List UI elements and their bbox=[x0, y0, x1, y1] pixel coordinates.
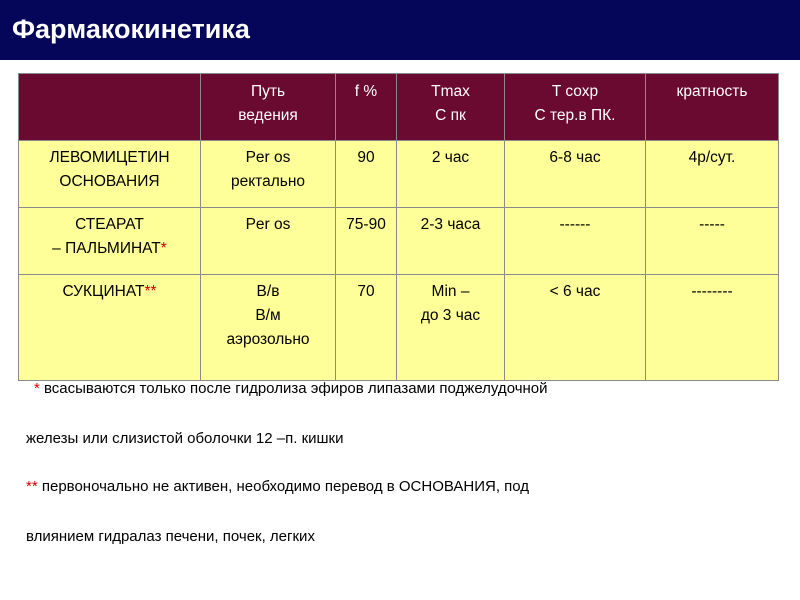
header-text: ведения bbox=[238, 107, 298, 124]
header-cell-frequency bbox=[646, 74, 779, 141]
header-cell-tsohr bbox=[505, 74, 646, 141]
drug-name-line bbox=[21, 237, 198, 261]
header-text: Путь bbox=[250, 83, 286, 100]
footnote-2 bbox=[26, 478, 529, 495]
cell-route bbox=[201, 208, 336, 275]
tmax-value: 2 час bbox=[431, 149, 470, 166]
f-value: 70 bbox=[357, 283, 375, 300]
pharmacokinetics-table bbox=[18, 73, 779, 381]
frequency-value: 4р/сут. bbox=[688, 149, 736, 166]
tmax-value: до 3 час bbox=[420, 307, 481, 324]
cell-f bbox=[336, 208, 397, 275]
f-value: 90 bbox=[357, 149, 375, 166]
drug-name-text: СУКЦИНАТ bbox=[62, 283, 145, 300]
footnote-marker: * bbox=[160, 240, 167, 257]
cell-tsohr bbox=[505, 141, 646, 208]
cell-frequency bbox=[646, 275, 779, 381]
drug-name-line: СТЕАРАТ bbox=[75, 216, 144, 233]
cell-tsohr bbox=[505, 275, 646, 381]
footnote-2-continued: влиянием гидралаз печени, почек, легких bbox=[26, 528, 315, 545]
header-text: T сохр bbox=[551, 83, 599, 100]
footnote-1 bbox=[34, 380, 548, 397]
route-line: ректально bbox=[230, 173, 306, 190]
slide-title: Фармакокинетика bbox=[12, 14, 250, 44]
cell-tmax bbox=[397, 275, 505, 381]
header-text: Tmax bbox=[431, 83, 470, 100]
cell-drug bbox=[19, 208, 201, 275]
drug-name-line bbox=[21, 280, 198, 304]
cell-tsohr bbox=[505, 208, 646, 275]
route-line: В/в bbox=[256, 283, 280, 300]
frequency-value: ----- bbox=[699, 216, 725, 233]
header-text: кратность bbox=[676, 83, 748, 100]
table-row bbox=[19, 141, 779, 208]
header-text: f % bbox=[354, 83, 378, 100]
route-line: Per os bbox=[245, 216, 291, 233]
footnote-1-continued: железы или слизистой оболочки 12 –п. кишки bbox=[26, 430, 344, 447]
table-header-row bbox=[19, 74, 779, 141]
table-row bbox=[19, 275, 779, 381]
header-cell-empty bbox=[19, 74, 201, 141]
cell-f bbox=[336, 141, 397, 208]
footnote-text: первоночально не активен, необходимо перевод в ОСНОВАНИЯ, под bbox=[37, 478, 530, 495]
cell-route bbox=[201, 275, 336, 381]
route-line: В/м bbox=[255, 307, 281, 324]
table-row bbox=[19, 208, 779, 275]
route-line: Per os bbox=[245, 149, 291, 166]
cell-tmax bbox=[397, 208, 505, 275]
route-line: аэрозольно bbox=[226, 331, 310, 348]
tsohr-value: < 6 час bbox=[549, 283, 601, 300]
footnote-marker: * bbox=[34, 380, 40, 397]
header-cell-tmax bbox=[397, 74, 505, 141]
drug-name-line: ОСНОВАНИЯ bbox=[59, 173, 160, 190]
tsohr-value: 6-8 час bbox=[549, 149, 601, 166]
header-text: C тер.в ПК. bbox=[534, 107, 616, 124]
cell-drug bbox=[19, 275, 201, 381]
tsohr-value: ------ bbox=[559, 216, 591, 233]
cell-route bbox=[201, 141, 336, 208]
footnote-text: всасываются только после гидролиза эфиров липазами поджелудочной bbox=[39, 380, 548, 397]
tmax-value: 2-3 часа bbox=[420, 216, 481, 233]
cell-drug bbox=[19, 141, 201, 208]
frequency-value: -------- bbox=[691, 283, 733, 300]
f-value: 75-90 bbox=[346, 216, 386, 233]
title-bar bbox=[0, 0, 800, 60]
cell-frequency bbox=[646, 141, 779, 208]
footnote-marker: ** bbox=[144, 283, 157, 300]
cell-frequency bbox=[646, 208, 779, 275]
header-cell-f bbox=[336, 74, 397, 141]
header-text: C пк bbox=[435, 107, 466, 124]
drug-name-text: – ПАЛЬМИНАТ bbox=[52, 240, 161, 257]
footnote-marker: ** bbox=[26, 478, 38, 495]
cell-tmax bbox=[397, 141, 505, 208]
header-cell-route bbox=[201, 74, 336, 141]
tmax-value: Min – bbox=[431, 283, 470, 300]
cell-f bbox=[336, 275, 397, 381]
drug-name-line: ЛЕВОМИЦЕТИН bbox=[49, 149, 170, 166]
